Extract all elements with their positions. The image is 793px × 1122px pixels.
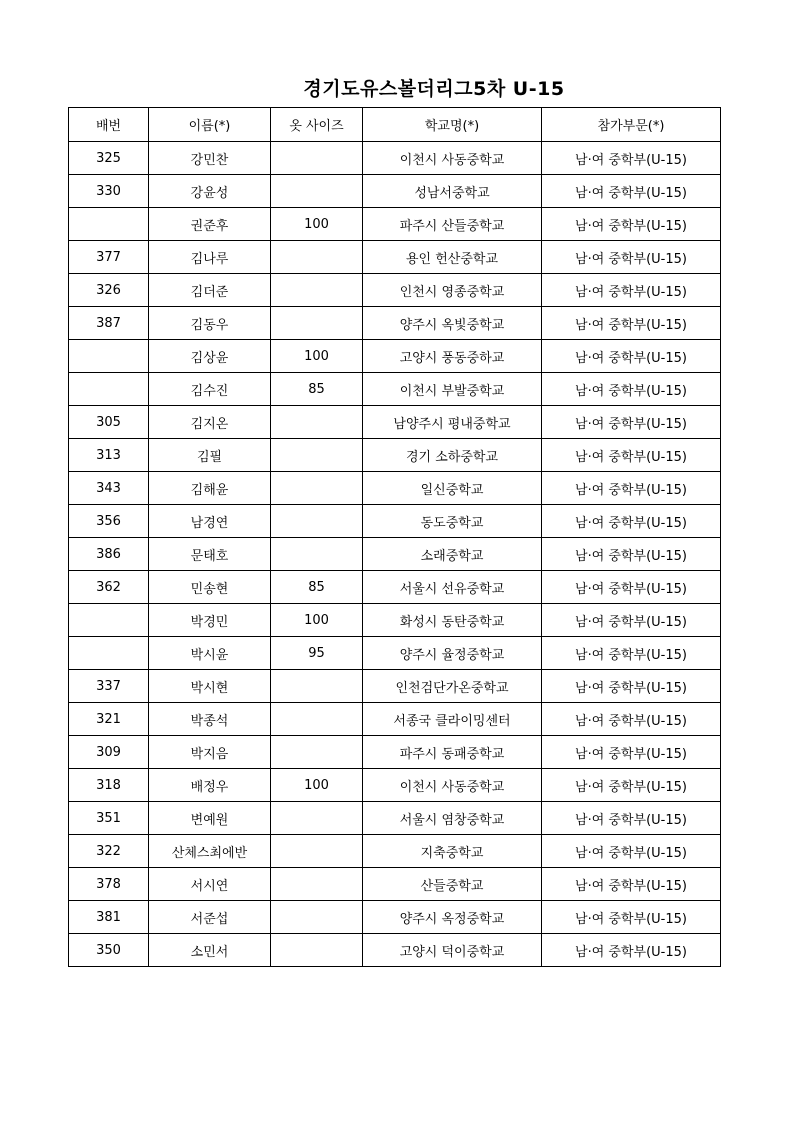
header-division: 참가부문(*) xyxy=(542,108,721,142)
cell-division: 남·여 중학부(U-15) xyxy=(542,571,721,604)
cell-school: 화성시 동탄중학교 xyxy=(363,604,542,637)
cell-division: 남·여 중학부(U-15) xyxy=(542,703,721,736)
cell-division: 남·여 중학부(U-15) xyxy=(542,604,721,637)
cell-size xyxy=(271,802,363,835)
table-row xyxy=(69,175,721,208)
table-body xyxy=(69,142,721,967)
cell-division: 남·여 중학부(U-15) xyxy=(542,538,721,571)
cell-name: 서준섭 xyxy=(149,901,271,934)
cell-size xyxy=(271,736,363,769)
cell-division: 남·여 중학부(U-15) xyxy=(542,406,721,439)
cell-number: 305 xyxy=(69,406,149,439)
header-size: 옷 사이즈 xyxy=(271,108,363,142)
cell-school: 양주시 옥정중학교 xyxy=(363,901,542,934)
cell-number: 381 xyxy=(69,901,149,934)
table-header xyxy=(69,108,721,142)
cell-school: 인천시 영종중학교 xyxy=(363,274,542,307)
cell-number: 377 xyxy=(69,241,149,274)
cell-division: 남·여 중학부(U-15) xyxy=(542,736,721,769)
cell-size xyxy=(271,934,363,967)
cell-division: 남·여 중학부(U-15) xyxy=(542,307,721,340)
cell-division: 남·여 중학부(U-15) xyxy=(542,241,721,274)
cell-number: 356 xyxy=(69,505,149,538)
cell-number xyxy=(69,604,149,637)
cell-school: 서종국 클라이밍센터 xyxy=(363,703,542,736)
cell-number: 309 xyxy=(69,736,149,769)
cell-division: 남·여 중학부(U-15) xyxy=(542,934,721,967)
cell-size xyxy=(271,868,363,901)
table-row xyxy=(69,439,721,472)
cell-name: 박종석 xyxy=(149,703,271,736)
cell-school: 경기 소하중학교 xyxy=(363,439,542,472)
cell-number: 326 xyxy=(69,274,149,307)
cell-size xyxy=(271,241,363,274)
participant-table xyxy=(68,107,721,967)
cell-name: 변예원 xyxy=(149,802,271,835)
cell-size xyxy=(271,406,363,439)
cell-number: 325 xyxy=(69,142,149,175)
table-row xyxy=(69,571,721,604)
cell-name: 산체스최에반 xyxy=(149,835,271,868)
cell-size xyxy=(271,142,363,175)
cell-name: 박지음 xyxy=(149,736,271,769)
cell-division: 남·여 중학부(U-15) xyxy=(542,340,721,373)
cell-division: 남·여 중학부(U-15) xyxy=(542,670,721,703)
table-row xyxy=(69,769,721,802)
header-name: 이름(*) xyxy=(149,108,271,142)
cell-number: 362 xyxy=(69,571,149,604)
cell-size: 85 xyxy=(271,571,363,604)
table-row xyxy=(69,406,721,439)
cell-size xyxy=(271,175,363,208)
cell-division: 남·여 중학부(U-15) xyxy=(542,142,721,175)
cell-division: 남·여 중학부(U-15) xyxy=(542,439,721,472)
cell-division: 남·여 중학부(U-15) xyxy=(542,274,721,307)
cell-school: 남양주시 평내중학교 xyxy=(363,406,542,439)
cell-school: 지축중학교 xyxy=(363,835,542,868)
table-row xyxy=(69,373,721,406)
table-row xyxy=(69,670,721,703)
table-row xyxy=(69,307,721,340)
cell-division: 남·여 중학부(U-15) xyxy=(542,901,721,934)
cell-name: 문태호 xyxy=(149,538,271,571)
cell-name: 김해윤 xyxy=(149,472,271,505)
cell-size xyxy=(271,670,363,703)
table-row xyxy=(69,637,721,670)
cell-size xyxy=(271,472,363,505)
cell-number: 322 xyxy=(69,835,149,868)
table-row xyxy=(69,604,721,637)
table-row xyxy=(69,802,721,835)
table-row xyxy=(69,340,721,373)
header-school: 학교명(*) xyxy=(363,108,542,142)
cell-name: 배정우 xyxy=(149,769,271,802)
table-row xyxy=(69,538,721,571)
table-row xyxy=(69,142,721,175)
cell-name: 김수진 xyxy=(149,373,271,406)
cell-name: 소민서 xyxy=(149,934,271,967)
table-row xyxy=(69,274,721,307)
cell-division: 남·여 중학부(U-15) xyxy=(542,637,721,670)
cell-school: 용인 헌산중학교 xyxy=(363,241,542,274)
cell-number: 313 xyxy=(69,439,149,472)
cell-school: 파주시 동패중학교 xyxy=(363,736,542,769)
cell-name: 박시윤 xyxy=(149,637,271,670)
cell-name: 민송현 xyxy=(149,571,271,604)
cell-number xyxy=(69,340,149,373)
cell-size: 100 xyxy=(271,208,363,241)
cell-division: 남·여 중학부(U-15) xyxy=(542,769,721,802)
table-row xyxy=(69,934,721,967)
cell-school: 파주시 산들중학교 xyxy=(363,208,542,241)
cell-name: 서시연 xyxy=(149,868,271,901)
cell-division: 남·여 중학부(U-15) xyxy=(542,802,721,835)
cell-school: 동도중학교 xyxy=(363,505,542,538)
cell-number: 387 xyxy=(69,307,149,340)
cell-number xyxy=(69,208,149,241)
cell-size xyxy=(271,538,363,571)
table-row xyxy=(69,208,721,241)
cell-number: 337 xyxy=(69,670,149,703)
cell-school: 고양시 덕이중학교 xyxy=(363,934,542,967)
cell-school: 양주시 옥빛중학교 xyxy=(363,307,542,340)
cell-number: 330 xyxy=(69,175,149,208)
cell-name: 강민찬 xyxy=(149,142,271,175)
header-number: 배번 xyxy=(69,108,149,142)
cell-number xyxy=(69,637,149,670)
cell-division: 남·여 중학부(U-15) xyxy=(542,505,721,538)
cell-school: 성남서중학교 xyxy=(363,175,542,208)
cell-number: 378 xyxy=(69,868,149,901)
cell-name: 박경민 xyxy=(149,604,271,637)
table-row xyxy=(69,901,721,934)
cell-division: 남·여 중학부(U-15) xyxy=(542,373,721,406)
table-row xyxy=(69,241,721,274)
cell-school: 이천시 부발중학교 xyxy=(363,373,542,406)
cell-name: 김더준 xyxy=(149,274,271,307)
cell-number xyxy=(69,373,149,406)
cell-division: 남·여 중학부(U-15) xyxy=(542,175,721,208)
page-title: 경기도유스볼더리그5차 U-15 xyxy=(303,78,565,100)
cell-name: 김필 xyxy=(149,439,271,472)
table-row xyxy=(69,868,721,901)
cell-school: 서울시 염창중학교 xyxy=(363,802,542,835)
cell-size xyxy=(271,901,363,934)
cell-school: 서울시 선유중학교 xyxy=(363,571,542,604)
cell-size xyxy=(271,307,363,340)
cell-size xyxy=(271,274,363,307)
cell-name: 김동우 xyxy=(149,307,271,340)
cell-size xyxy=(271,703,363,736)
cell-school: 이천시 사동중학교 xyxy=(363,142,542,175)
cell-school: 고양시 풍동중하교 xyxy=(363,340,542,373)
table-row xyxy=(69,835,721,868)
cell-division: 남·여 중학부(U-15) xyxy=(542,208,721,241)
cell-name: 권준후 xyxy=(149,208,271,241)
cell-school: 소래중학교 xyxy=(363,538,542,571)
table-row xyxy=(69,703,721,736)
cell-size: 100 xyxy=(271,604,363,637)
table-row xyxy=(69,472,721,505)
cell-name: 김상윤 xyxy=(149,340,271,373)
cell-division: 남·여 중학부(U-15) xyxy=(542,472,721,505)
cell-division: 남·여 중학부(U-15) xyxy=(542,835,721,868)
cell-school: 일신중학교 xyxy=(363,472,542,505)
cell-size xyxy=(271,835,363,868)
cell-name: 박시현 xyxy=(149,670,271,703)
cell-size: 100 xyxy=(271,769,363,802)
cell-number: 386 xyxy=(69,538,149,571)
cell-school: 양주시 율정중학교 xyxy=(363,637,542,670)
cell-number: 351 xyxy=(69,802,149,835)
header-row xyxy=(69,108,721,142)
cell-size: 100 xyxy=(271,340,363,373)
cell-name: 남경연 xyxy=(149,505,271,538)
cell-number: 318 xyxy=(69,769,149,802)
cell-size: 85 xyxy=(271,373,363,406)
cell-name: 김나루 xyxy=(149,241,271,274)
table-row xyxy=(69,505,721,538)
cell-size xyxy=(271,505,363,538)
cell-number: 343 xyxy=(69,472,149,505)
cell-name: 김지온 xyxy=(149,406,271,439)
cell-name: 강윤성 xyxy=(149,175,271,208)
cell-school: 인천검단가온중학교 xyxy=(363,670,542,703)
cell-school: 산들중학교 xyxy=(363,868,542,901)
table-row xyxy=(69,736,721,769)
cell-division: 남·여 중학부(U-15) xyxy=(542,868,721,901)
cell-size xyxy=(271,439,363,472)
cell-school: 이천시 사동중학교 xyxy=(363,769,542,802)
cell-number: 321 xyxy=(69,703,149,736)
cell-number: 350 xyxy=(69,934,149,967)
cell-size: 95 xyxy=(271,637,363,670)
